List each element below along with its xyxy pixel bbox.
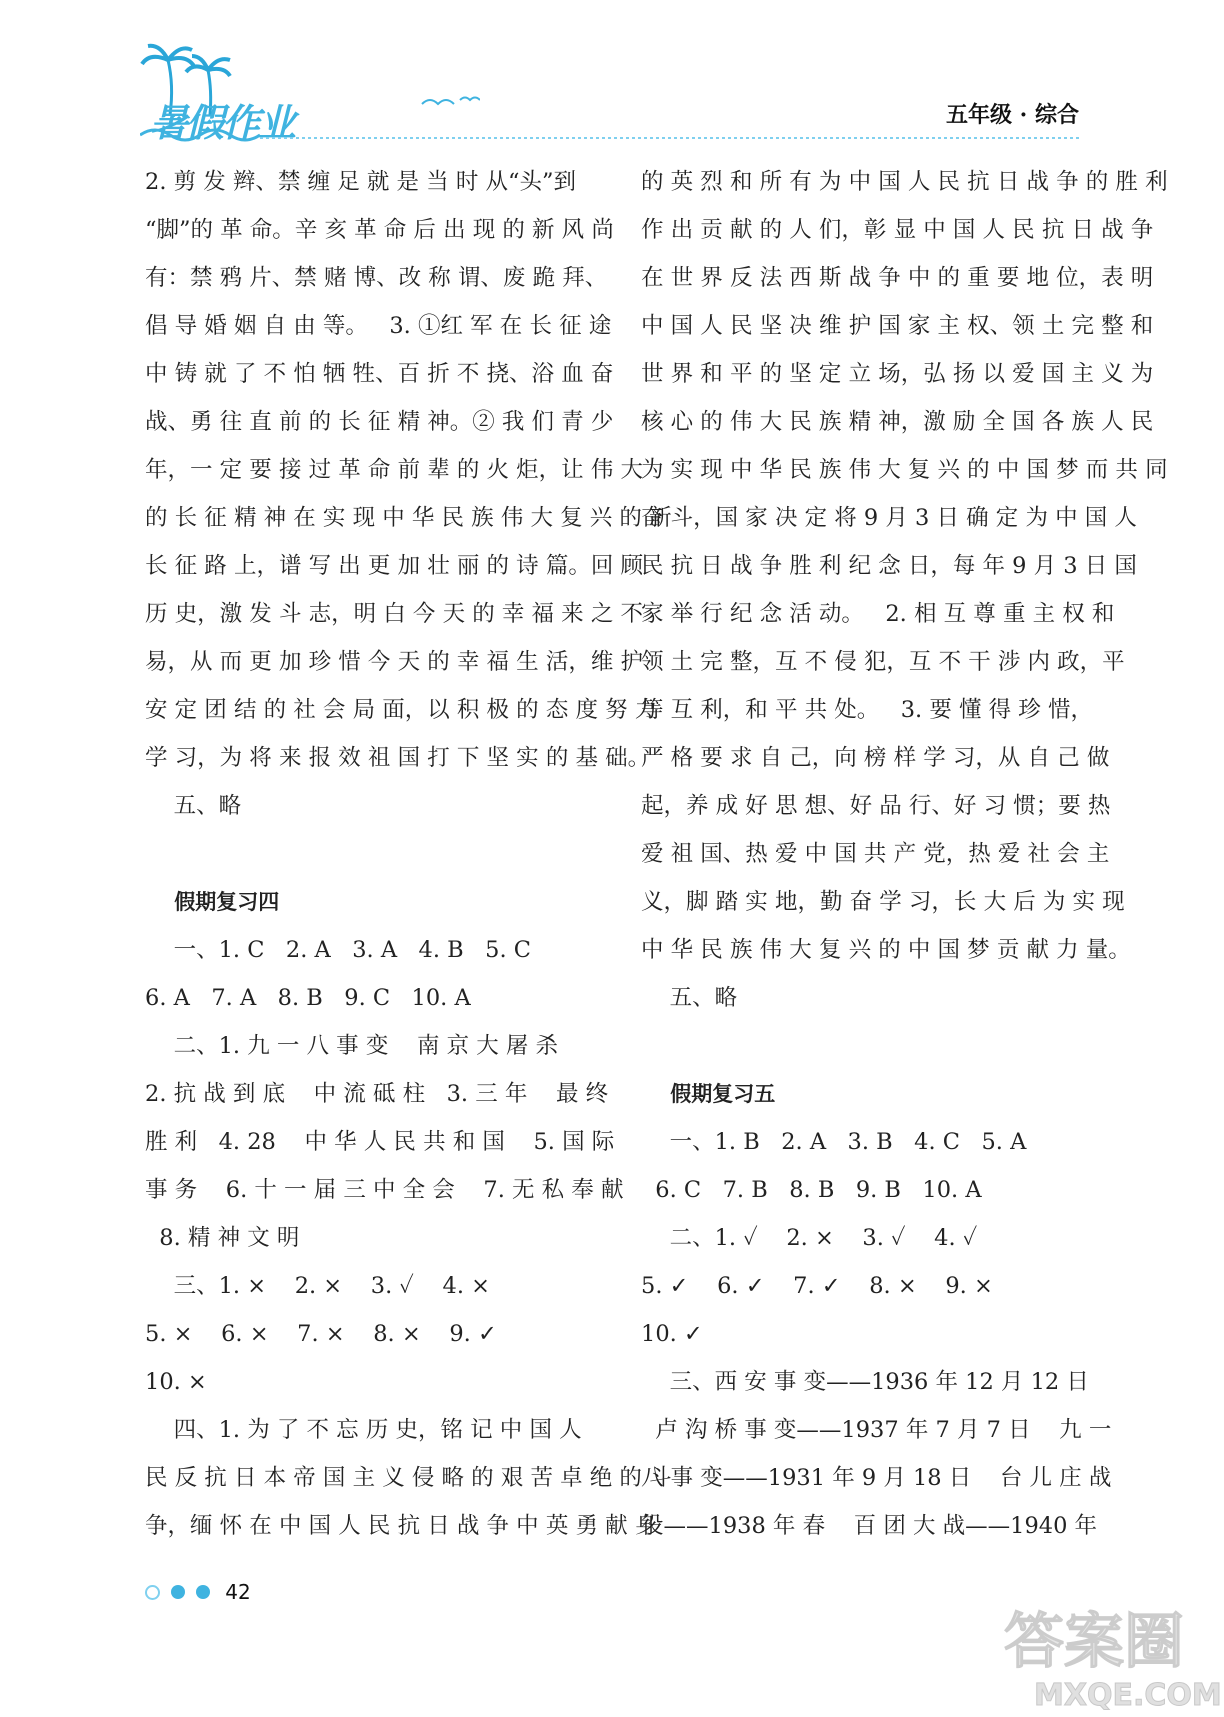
- blank-line: [145, 830, 585, 878]
- text-line: 四、1. 为 了 不 忘 历 史，铭 记 中 国 人: [145, 1417, 582, 1443]
- text-line: 严 格 要 求 自 己，向 榜 样 学 习，从 自 己 做: [641, 745, 1110, 771]
- wave-icon: [140, 125, 270, 145]
- header-divider: [260, 134, 1080, 142]
- left-column: [145, 158, 672, 1550]
- circle-outline-icon: [145, 1585, 160, 1600]
- text-line: 6. A 7. A 8. B 9. C 10. A: [145, 985, 471, 1011]
- text-line: 年，一 定 要 接 过 革 命 前 辈 的 火 炬，让 伟 大: [145, 457, 643, 483]
- svg-text:MXQE.COM: MXQE.COM: [1034, 1678, 1222, 1713]
- text-line: 作 出 贡 献 的 人 们，彰 显 中 国 人 民 抗 日 战 争: [641, 217, 1154, 243]
- logo-title: 暑假作业: [150, 101, 295, 145]
- text-line: 三、1. × 2. × 3. ✓ 4. ×: [145, 1273, 490, 1299]
- text-line: 义，脚 踏 实 地，勤 奋 学 习，长 大 后 为 实 现: [641, 889, 1125, 915]
- section-heading: 假期复习五: [641, 1082, 776, 1106]
- text-line: “脚”的 革 命。辛 亥 革 命 后 出 现 的 新 风 尚: [145, 217, 614, 243]
- text-line: 二、1. 九 一 八 事 变 南 京 大 屠 杀: [145, 1033, 559, 1059]
- dot-icon: [171, 1585, 185, 1599]
- page-footer: [145, 1580, 251, 1610]
- text-line: 核 心 的 伟 大 民 族 精 神，激 励 全 国 各 族 人 民: [641, 409, 1154, 435]
- text-line: 世 界 和 平 的 坚 定 立 场，弘 扬 以 爱 国 主 义 为: [641, 361, 1154, 387]
- text-line: 民 反 抗 日 本 帝 国 主 义 侵 略 的 艰 苦 卓 绝 的 斗: [145, 1465, 672, 1491]
- text-line: 中 国 人 民 坚 决 维 护 国 家 主 权、领 土 完 整 和: [641, 313, 1154, 339]
- blank-line: [641, 1022, 1081, 1070]
- text-line: 民 抗 日 战 争 胜 利 纪 念 日，每 年 9 月 3 日 国: [641, 553, 1137, 579]
- right-column: [641, 158, 1168, 1550]
- text-line: 10. ×: [145, 1369, 207, 1395]
- bird-icon: [420, 92, 480, 112]
- text-line: 倡 导 婚 姻 自 由 等。 3. ①红 军 在 长 征 途: [145, 313, 612, 339]
- text-line: 的 长 征 精 神 在 实 现 中 华 民 族 伟 大 复 兴 的 新: [145, 505, 672, 531]
- text-line: 八 事 变——1931 年 9 月 18 日 台 儿 庄 战: [641, 1465, 1112, 1491]
- text-line: 中 铸 就 了 不 怕 牺 牲、百 折 不 挠、浴 血 奋: [145, 361, 614, 387]
- text-line: 事 务 6. 十 一 届 三 中 全 会 7. 无 私 奉 献: [145, 1177, 624, 1203]
- svg-text:答案圈: 答案圈: [1004, 1607, 1184, 1677]
- watermark-logo: [974, 1567, 1224, 1717]
- dot-icon: [196, 1585, 210, 1599]
- text-line: 2. 剪 发 辫、禁 缠 足 就 是 当 时 从“头”到: [145, 169, 576, 195]
- text-line: 有：禁 鸦 片、禁 赌 博、改 称 谓、废 跪 拜、: [145, 265, 608, 291]
- grade-label: 五年级 · 综合: [946, 102, 1079, 128]
- text-line: 领 土 完 整，互 不 侵 犯，互 不 干 涉 内 政，平: [641, 649, 1125, 675]
- text-line: 长 征 路 上，谱 写 出 更 加 壮 丽 的 诗 篇。回 顾: [145, 553, 643, 579]
- text-line: 战、勇 往 直 前 的 长 征 精 神。② 我 们 青 少: [145, 409, 614, 435]
- text-line: 学 习，为 将 来 报 效 祖 国 打 下 坚 实 的 基 础。: [145, 745, 651, 771]
- text-line: 家 举 行 纪 念 活 动。 2. 相 互 尊 重 主 权 和: [641, 601, 1115, 627]
- text-line: 争，缅 怀 在 中 国 人 民 抗 日 战 争 中 英 勇 献 身: [145, 1513, 658, 1539]
- text-line: 奋 斗，国 家 决 定 将 9 月 3 日 确 定 为 中 国 人: [641, 505, 1137, 531]
- text-line: 在 世 界 反 法 西 斯 战 争 中 的 重 要 地 位，表 明: [641, 265, 1154, 291]
- text-line: 一、1. B 2. A 3. B 4. C 5. A: [641, 1129, 1027, 1155]
- text-line: 5. × 6. × 7. × 8. × 9. ✓: [145, 1321, 497, 1347]
- text-line: 10. ✓: [641, 1321, 703, 1347]
- text-line: 爱 祖 国、热 爱 中 国 共 产 党，热 爱 社 会 主: [641, 841, 1110, 867]
- text-line: 的 英 烈 和 所 有 为 中 国 人 民 抗 日 战 争 的 胜 利: [641, 169, 1168, 195]
- text-line: 历 史，激 发 斗 志，明 白 今 天 的 幸 福 来 之 不: [145, 601, 643, 627]
- text-line: 6. C 7. B 8. B 9. B 10. A: [641, 1177, 982, 1203]
- text-line: 一、1. C 2. A 3. A 4. B 5. C: [145, 937, 531, 963]
- text-line: 胜 利 4. 28 中 华 人 民 共 和 国 5. 国 际: [145, 1129, 615, 1155]
- text-line: 五、略: [145, 793, 242, 819]
- text-line: 安 定 团 结 的 社 会 局 面，以 积 极 的 态 度 努 力: [145, 697, 658, 723]
- text-line: 8. 精 神 文 明: [145, 1225, 300, 1251]
- page-number: 42: [225, 1580, 251, 1604]
- text-line: 三、西 安 事 变——1936 年 12 月 12 日: [641, 1369, 1089, 1395]
- section-heading: 假期复习四: [145, 890, 280, 914]
- page-header: [0, 0, 1224, 150]
- text-line: 2. 抗 战 到 底 中 流 砥 柱 3. 三 年 最 终: [145, 1081, 609, 1107]
- text-line: 易，从 而 更 加 珍 惜 今 天 的 幸 福 生 活，维 护: [145, 649, 643, 675]
- text-line: 起，养 成 好 思 想、好 品 行、好 习 惯；要 热: [641, 793, 1111, 819]
- text-line: 为 实 现 中 华 民 族 伟 大 复 兴 的 中 国 梦 而 共 同: [641, 457, 1168, 483]
- text-line: 五、略: [641, 985, 738, 1011]
- text-line: 等 互 利，和 平 共 处。 3. 要 懂 得 珍 惜，: [641, 697, 1093, 723]
- text-line: 5. ✓ 6. ✓ 7. ✓ 8. × 9. ×: [641, 1273, 993, 1299]
- text-line: 卢 沟 桥 事 变——1937 年 7 月 7 日 九 一: [641, 1417, 1112, 1443]
- text-line: 役——1938 年 春 百 团 大 战——1940 年: [641, 1513, 1098, 1539]
- text-line: 中 华 民 族 伟 大 复 兴 的 中 国 梦 贡 献 力 量。: [641, 937, 1131, 963]
- text-line: 二、1. ✓ 2. × 3. ✓ 4. ✓: [641, 1225, 978, 1251]
